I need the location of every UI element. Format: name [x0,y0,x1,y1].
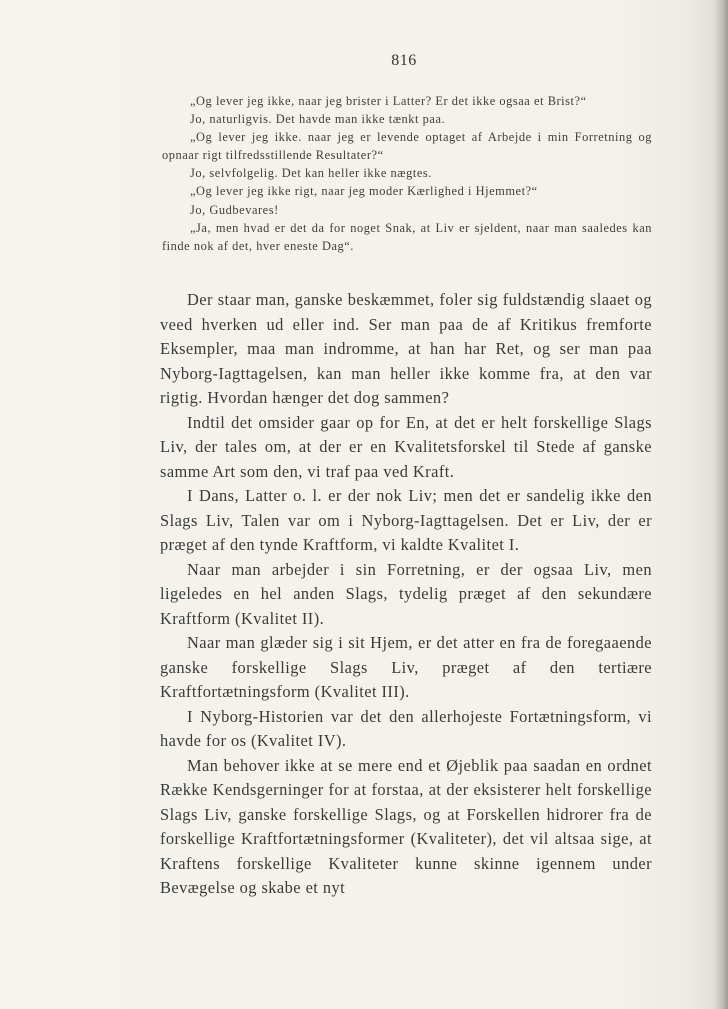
dialogue-block [162,92,652,255]
quote-question-3: „Og lever jeg ikke rigt, naar jeg moder Kærlighed i Hjemmet?“ [190,184,538,199]
paragraph-3: I Dans, Latter o. l. er der nok Liv; men det er sandelig ikke den Slags Liv, Talen var om i Nyborg-Iagttagelsen. Det er Liv, der er præget af den tynde Kraftform, vi kaldte Kvalitet I. [160,486,652,554]
quote-question-4: „Ja, men hvad er det da for noget Snak, at Liv er sjeldent, naar man saaledes kan finde nok af det, hver eneste Dag“. [162,220,652,253]
quote-question-1: „Og lever jeg ikke, naar jeg brister i Latter? Er det ikke ogsaa et Brist?“ [190,94,587,108]
paragraph-6: I Nyborg-Historien var det den allerhojeste Fortætningsform, vi havde for os (Kvalitet IV). [160,706,652,750]
quote-answer-3: Jo, Gudbevares! [190,202,279,217]
body-text [160,288,652,901]
paragraph-2: Indtil det omsider gaar op for En, at det er helt forskellige Slags Liv, der tales om, at der er en Kvalitetsforskel til Stede af ganske samme Art som den, vi traf paa ved Kraft. [160,412,652,481]
page-edge-shadow [714,0,728,1009]
page-number: 816 [391,52,417,69]
paragraph-1: Der staar man, ganske beskæmmet, foler sig fuldstændig slaaet og veed hverken ud eller ind. Ser man paa de af Kritikus fremforte Eksempler, maa man indromme, at han har Ret, og ser man paa Nyborg-Iagttagelsen, kan man heller ikke komme fra, at den var rigtig. Hvordan hænger det dog sammen? [160,290,652,407]
quote-question-2: „Og lever jeg ikke. naar jeg er levende optaget af Arbejde i min Forretning og opnaar rigt tilfredsstillende Resultater?“ [162,130,652,163]
quote-answer-1: Jo, naturligvis. Det havde man ikke tænkt paa. [190,112,446,127]
paragraph-5: Naar man glæder sig i sit Hjem, er det atter en fra de foregaaende ganske forskellige Slags Liv, præget af den tertiære Kraftfortætningsform (Kvalitet III). [160,633,652,701]
paragraph-4: Naar man arbejder i sin Forretning, er der ogsaa Liv, men ligeledes en hel anden Slags, tydelig præget af den sekundære Kraftform (Kvalitet II). [160,559,652,628]
quote-answer-2: Jo, selvfolgelig. Det kan heller ikke nægtes. [190,166,432,181]
paragraph-7: Man behover ikke at se mere end et Øjeblik paa saadan en ordnet Række Kendsgerninger for at forstaa, at der eksisterer helt forskellige Slags Liv, ganske forskellige Slags, og at Forskellen hidrorer fra de forskellige Kraftfortætningsformer (Kvaliteter), det vil altsaa sige, at Kraftens forskellige Kvaliteter kunne skinne igennem under Bevægelse og skabe et nyt [160,755,652,897]
